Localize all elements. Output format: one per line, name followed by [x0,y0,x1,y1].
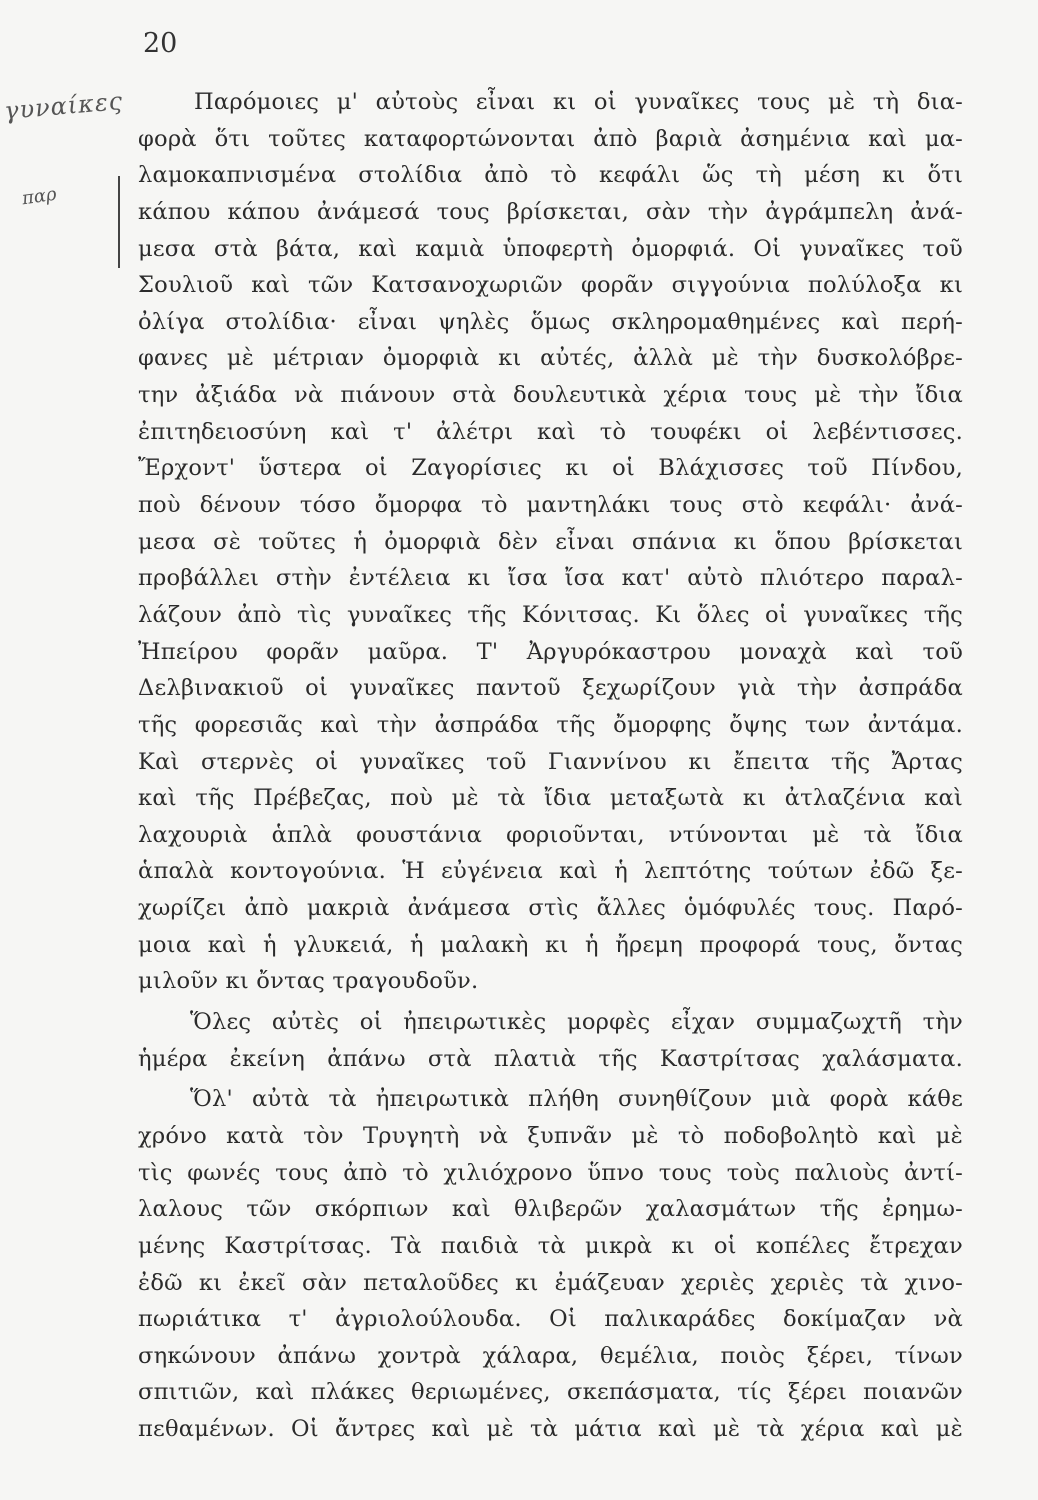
text-line: Ἠπείρου φορᾶν μαῦρα. Τ' Ἀργυρόκαστρου μοναχὰ καὶ τοῦ [138,638,963,665]
text-line: λαχουριὰ ἁπλὰ φουστάνια φοριοῦνται, ντύνονται μὲ τὰ ἴδια [138,821,963,848]
text-line: μοια καὶ ἡ γλυκειά, ἡ μαλακὴ κι ἡ ἤρεμη προφορά τους, ὄντας [138,931,963,958]
text-line: την ἀξιάδα νὰ πιάνουν στὰ δουλευτικὰ χέρια τους μὲ τὴν ἴδια [138,382,963,409]
margin-line-mark [118,176,120,268]
text-line: τῆς φορεσιᾶς καὶ τὴν ἀσπράδα τῆς ὄμορφης ὄψης των ἀντάμα. [138,711,963,738]
text-line: λάζουν ἀπὸ τὶς γυναῖκες τῆς Κόνιτσας. Κι ὅλες οἱ γυναῖκες τῆς [138,601,963,628]
margin-handwritten-note: παρ [20,183,58,210]
text-line: Καὶ στερνὲς οἱ γυναῖκες τοῦ Γιαννίνου κι ἔπειτα τῆς Ἄρτας [138,748,963,775]
text-line: ἐδῶ κι ἐκεῖ σὰν πεταλοῦδες κι ἐμάζευαν χεριὲς χεριὲς τὰ χινο- [138,1269,963,1296]
text-line: πωριάτικα τ' ἀγριολούλουδα. Οἱ παλικαράδες δοκίμαζαν νὰ [138,1306,963,1333]
text-line: φανες μὲ μέτριαν ὀμορφιὰ κι αὐτές, ἀλλὰ μὲ τὴν δυσκολόβρε- [138,345,963,372]
body-text [138,84,963,1448]
text-line: μεσα σὲ τοῦτες ἡ ὀμορφιὰ δὲν εἶναι σπάνια κι ὅπου βρίσκεται [138,528,963,555]
margin-handwritten-note: γυναίκες [3,86,125,126]
text-line: ὀλίγα στολίδια· εἶναι ψηλὲς ὅμως σκληρομαθημένες καὶ περή- [138,308,963,335]
text-line: σηκώνουν ἀπάνω χοντρὰ χάλαρα, θεμέλια, ποιὸς ξέρει, τίνων [138,1342,963,1369]
text-line: σπιτιῶν, καὶ πλάκες θεριωμένες, σκεπάσματα, τίς ξέρει ποιανῶν [138,1379,963,1406]
text-line: μένης Καστρίτσας. Τὰ παιδιὰ τὰ μικρὰ κι οἱ κοπέλες ἔτρεχαν [138,1232,963,1259]
text-line: Ἔρχοντ' ὕστερα οἱ Ζαγορίσιες κι οἱ Βλάχισσες τοῦ Πίνδου, [138,455,963,482]
text-line: ποὺ δένουν τόσο ὄμορφα τὸ μαντηλάκι τους στὸ κεφάλι· ἀνά- [138,492,963,519]
text-line: χρόνο κατὰ τὸν Τρυγητὴ νὰ ξυπνᾶν μὲ τὸ ποδοβοληtὸ καὶ μὲ [138,1122,963,1149]
text-line: χωρίζει ἀπὸ μακριὰ ἀνάμεσα στὶς ἄλλες ὁμόφυλές τους. Παρό- [138,895,963,922]
text-line: Παρόμοιες μ' αὐτοὺς εἶναι κι οἱ γυναῖκες τους μὲ τὴ δια- [194,89,963,115]
text-line: καὶ τῆς Πρέβεζας, ποὺ μὲ τὰ ἴδια μεταξωτὰ κι ἀτλαζένια καὶ [138,785,963,812]
text-line: φορὰ ὅτι τοῦτες καταφορτώνονται ἀπὸ βαριὰ ἀσημένια καὶ μα- [138,125,963,152]
text-line: προβάλλει στὴν ἐντέλεια κι ἴσα ἴσα κατ' αὐτὸ πλιότερο παραλ- [138,565,963,592]
text-line: Σουλιοῦ καὶ τῶν Κατσανοχωριῶν φορᾶν σιγγούνια πολύλοξα κι [138,272,963,299]
text-line: τὶς φωνές τους ἀπὸ τὸ χιλιόχρονο ὕπνο τους τοὺς παλιοὺς ἀντί- [138,1159,963,1186]
text-line: λαλους τῶν σκόρπιων καὶ θλιβερῶν χαλασμάτων τῆς ἐρημω- [138,1196,963,1223]
text-line: Δελβινακιοῦ οἱ γυναῖκες παντοῦ ξεχωρίζουν γιὰ τὴν ἀσπράδα [138,675,963,702]
page-number: 20 [143,28,178,59]
text-line: ἡμέρα ἐκείνη ἀπάνω στὰ πλατιὰ τῆς Καστρίτσας χαλάσματα. [138,1045,963,1072]
text-line: μιλοῦν κι ὄντας τραγουδοῦν. [138,968,479,995]
text-line: λαμοκαπνισμένα στολίδια ἀπὸ τὸ κεφάλι ὥς τὴ μέση κι ὅτι [138,162,963,189]
text-line: ἁπαλὰ κοντογούνια. Ἡ εὐγένεια καὶ ἡ λεπτότης τούτων ἐδῶ ξε- [138,858,963,885]
text-line: μεσα στὰ βάτα, καὶ καμιὰ ὑποφερτὴ ὀμορφιά. Οἱ γυναῖκες τοῦ [138,235,963,262]
text-line: πεθαμένων. Οἱ ἄντρες καὶ μὲ τὰ μάτια καὶ μὲ τὰ χέρια καὶ μὲ [138,1416,963,1443]
text-line: Ὅλ' αὐτὰ τὰ ἠπειρωτικὰ πλήθη συνηθίζουν μιὰ φορὰ κάθε [190,1086,963,1113]
text-line: Ὅλες αὐτὲς οἱ ἠπειρωτικὲς μορφὲς εἶχαν συμμαζωχτῆ τὴν [190,1009,963,1036]
text-line: ἐπιτηδειοσύνη καὶ τ' ἀλέτρι καὶ τὸ τουφέκι οἱ λεβέντισσες. [138,418,963,445]
text-line: κάπου κάπου ἀνάμεσά τους βρίσκεται, σὰν τὴν ἀγράμπελη ἀνά- [138,198,963,225]
